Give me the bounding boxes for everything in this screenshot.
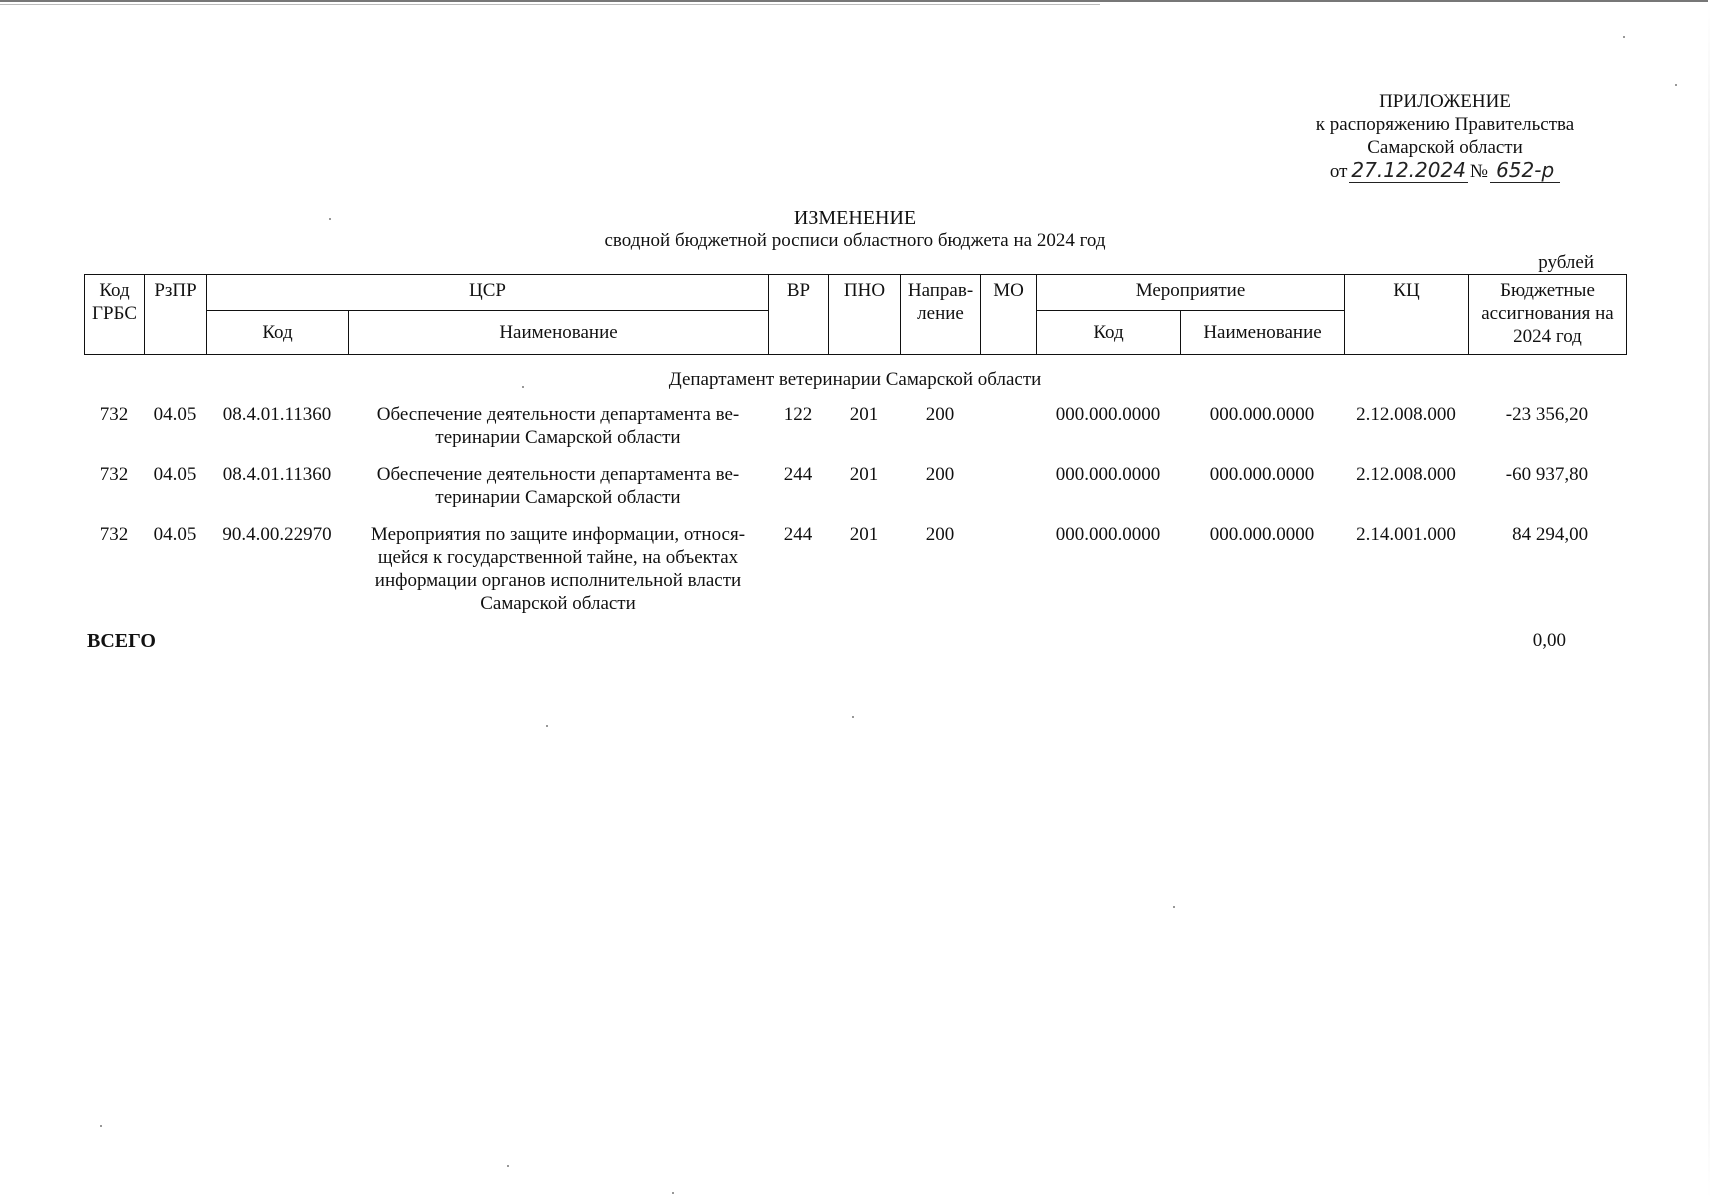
cell-csr-kod: 08.4.01.11360	[222, 404, 332, 425]
scan-speck	[507, 1165, 509, 1167]
appendix-block	[1290, 90, 1600, 183]
cell-csr-name: Обеспечение деятельности департамента ве-теринарии Самарской области	[376, 404, 740, 448]
date-prefix: от	[1329, 161, 1348, 182]
cell-kc: 2.14.001.000	[1356, 524, 1456, 545]
header-pno: ПНО	[829, 275, 901, 355]
table-body	[84, 364, 1626, 629]
scan-speck	[1675, 84, 1677, 86]
table-row	[84, 523, 1626, 629]
cell-pno: 201	[849, 464, 879, 485]
cell-amount: -23 356,20	[1505, 404, 1589, 425]
header-csr-name: Наименование	[349, 311, 769, 355]
header-mer-kod: Код	[1037, 311, 1181, 355]
document-subtitle: сводной бюджетной росписи областного бюджета на 2024 год	[604, 230, 1106, 251]
table-row	[84, 463, 1626, 523]
cell-grbs: 732	[99, 404, 129, 425]
cell-mer-name: 000.000.0000	[1209, 404, 1315, 425]
cell-csr-name: Мероприятия по защите информации, относя-щейся к государственной тайне, на объектах информации органов исполнительной власти Самарской области	[370, 524, 746, 614]
cell-csr-name: Обеспечение деятельности департамента ве-теринарии Самарской области	[376, 464, 740, 508]
appendix-title: ПРИЛОЖЕНИЕ	[1379, 91, 1511, 112]
scan-speck	[522, 386, 524, 388]
cell-grbs: 732	[99, 464, 129, 485]
header-vr: ВР	[769, 275, 829, 355]
header-csr: ЦСР	[207, 275, 769, 311]
handwritten-number: 652-р	[1490, 159, 1560, 183]
header-mer-name: Наименование	[1181, 311, 1345, 355]
header-meropriyatie: Мероприятие	[1037, 275, 1345, 311]
scan-speck	[329, 218, 331, 220]
cell-amount: -60 937,80	[1505, 464, 1589, 485]
cell-vr: 122	[783, 404, 813, 425]
handwritten-date: 27.12.2024	[1351, 158, 1466, 182]
cell-mer-kod: 000.000.0000	[1055, 524, 1161, 545]
cell-napr: 200	[925, 464, 955, 485]
cell-mer-name: 000.000.0000	[1209, 464, 1315, 485]
cell-napr: 200	[925, 404, 955, 425]
cell-grbs: 732	[99, 524, 129, 545]
header-napravlenie: Направ-ление	[901, 275, 981, 355]
total-value: 0,00	[1532, 630, 1566, 651]
cell-csr-kod: 08.4.01.11360	[222, 464, 332, 485]
cell-mo	[980, 463, 1036, 523]
scan-speck	[1623, 36, 1625, 38]
header-kc: КЦ	[1345, 275, 1469, 355]
header-kod-grbs: Код ГРБС	[85, 275, 145, 355]
scan-speck	[100, 1125, 102, 1127]
cell-kc: 2.12.008.000	[1356, 464, 1456, 485]
cell-napr: 200	[925, 524, 955, 545]
cell-rzpr: 04.05	[153, 404, 197, 425]
scan-top-border-faint	[0, 4, 1100, 5]
header-csr-kod: Код	[207, 311, 349, 355]
cell-mer-name: 000.000.0000	[1209, 524, 1315, 545]
cell-mo	[980, 403, 1036, 463]
scan-speck	[852, 716, 854, 718]
cell-vr: 244	[783, 524, 813, 545]
cell-rzpr: 04.05	[153, 464, 197, 485]
table-row	[84, 403, 1626, 463]
table-header	[84, 274, 1627, 355]
cell-mer-kod: 000.000.0000	[1055, 464, 1161, 485]
scan-top-border	[0, 0, 1710, 2]
department-heading: Департамент ветеринарии Самарской области	[668, 369, 1042, 390]
header-mo: МО	[981, 275, 1037, 355]
cell-mo	[980, 523, 1036, 629]
cell-pno: 201	[849, 524, 879, 545]
header-budget: Бюджетные ассигнования на 2024 год	[1469, 275, 1627, 355]
scan-speck	[672, 1192, 674, 1194]
cell-csr-kod: 90.4.00.22970	[222, 524, 332, 545]
cell-kc: 2.12.008.000	[1356, 404, 1456, 425]
cell-pno: 201	[849, 404, 879, 425]
units-label: рублей	[1538, 252, 1594, 273]
cell-mer-kod: 000.000.0000	[1055, 404, 1161, 425]
document-title: ИЗМЕНЕНИЕ	[793, 207, 917, 229]
header-rzpr: РзПР	[145, 275, 207, 355]
appendix-date-line	[1290, 159, 1600, 183]
appendix-line-1: к распоряжению Правительства	[1315, 114, 1575, 135]
scan-speck	[546, 725, 548, 727]
appendix-line-2: Самарской области	[1367, 137, 1523, 158]
cell-rzpr: 04.05	[153, 524, 197, 545]
total-label: ВСЕГО	[87, 630, 156, 652]
cell-vr: 244	[783, 464, 813, 485]
scan-speck	[1173, 906, 1175, 908]
cell-amount: 84 294,00	[1512, 524, 1589, 545]
number-prefix: №	[1469, 161, 1489, 182]
